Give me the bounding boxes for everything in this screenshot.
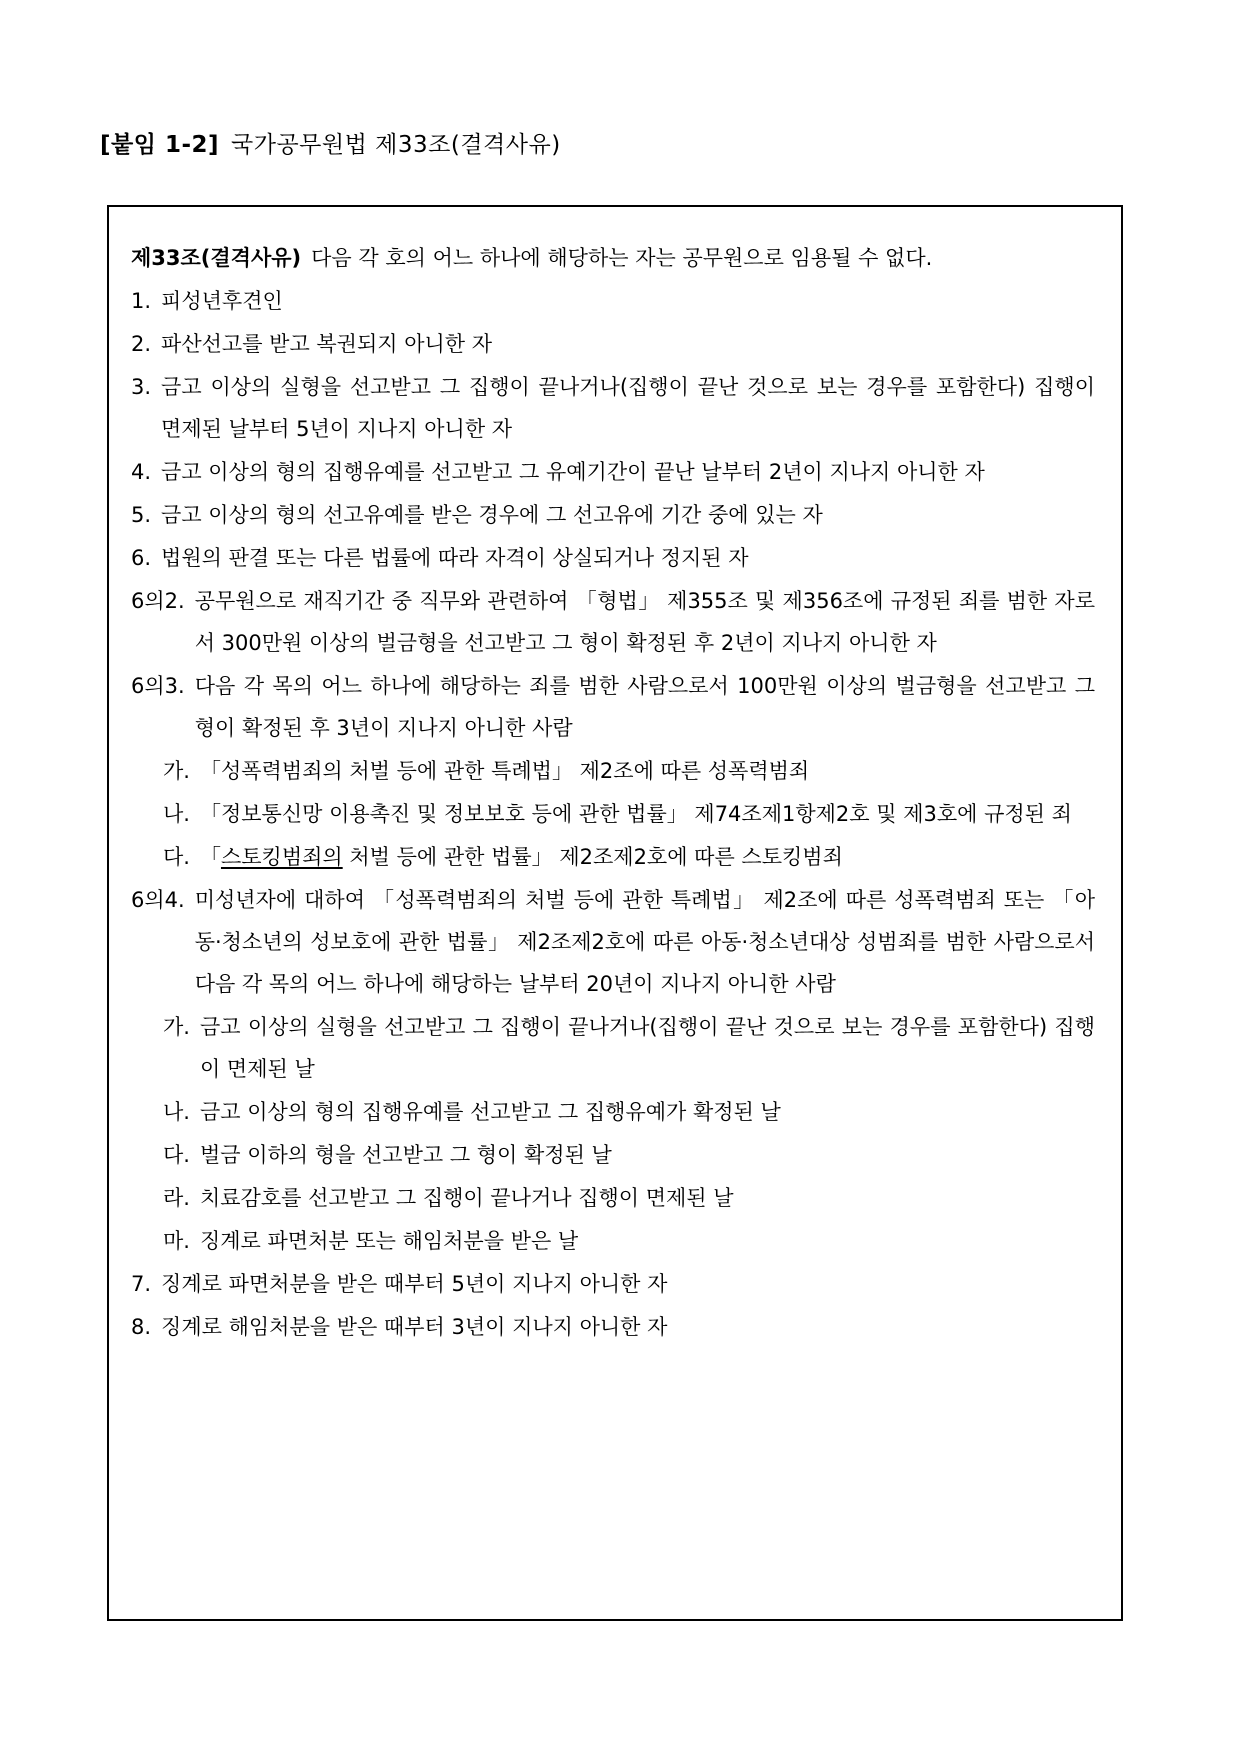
article-box [107,205,1123,1621]
item-marker: 마. [163,1229,190,1253]
article-number: 제33조(결격사유) [131,246,302,270]
item-text: 징계로 파면처분을 받은 때부터 5년이 지나지 아니한 자 [161,1272,668,1296]
item-marker: 다. [163,845,190,869]
item-text: 미성년자에 대하여 「성폭력범죄의 처벌 등에 관한 특례법」 제2조에 따른 성폭력범죄 또는 「아동·청소년의 성보호에 관한 법률」 제2조제2호에 따른 아동·청소년대상 성범죄를 범한 사람으로서 다음 각 목의 어느 하나에 해당하는 날부터 20년이 지나지 아니한 사람 [194,888,1095,996]
attachment-label: [붙임 1-2] [100,132,220,158]
item-text: 금고 이상의 형의 집행유예를 선고받고 그 유예기간이 끝난 날부터 2년이 지나지 아니한 자 [161,460,985,484]
item-marker: 가. [163,1015,190,1039]
item-marker: 8. [131,1315,152,1339]
item-text: 법원의 판결 또는 다른 법률에 따라 자격이 상실되거나 정지된 자 [161,546,749,570]
item-text: 「성폭력범죄의 처벌 등에 관한 특례법」 제2조에 따른 성폭력범죄 [199,759,810,783]
article-clause-text: 다음 각 호의 어느 하나에 해당하는 자는 공무원으로 임용될 수 없다. [311,246,933,270]
page-title: 국가공무원법 제33조(결격사유) [231,132,561,158]
list-item [131,366,1095,450]
list-item [131,1306,1095,1348]
item-text: 「정보통신망 이용촉진 및 정보보호 등에 관한 법률」 제74조제1항제2호 및 제3호에 규정된 죄 [199,802,1072,826]
item-text: 징계로 파면처분 또는 해임처분을 받은 날 [199,1229,579,1253]
list-item [131,879,1095,1005]
item-text-part: 처벌 등에 관한 법률」 제2조제2호에 따른 스토킹범죄 [342,845,843,869]
list-item [131,323,1095,365]
item-marker: 5. [131,503,152,527]
item-marker: 나. [163,1100,190,1124]
document-header [100,126,561,159]
item-text: 징계로 해임처분을 받은 때부터 3년이 지나지 아니한 자 [161,1315,668,1339]
list-item [131,494,1095,536]
item-marker: 라. [163,1186,190,1210]
list-item [131,665,1095,749]
item-marker: 2. [131,332,152,356]
list-item [131,451,1095,493]
item-marker: 6의3. [131,674,185,698]
sub-list-item [163,1177,1095,1219]
sub-list-item [163,1134,1095,1176]
item-marker: 가. [163,759,190,783]
item-marker: 6의4. [131,888,185,912]
list-item [131,580,1095,664]
article-clause [131,237,1095,279]
sub-list-item [163,1091,1095,1133]
list-item [131,537,1095,579]
item-text: 벌금 이하의 형을 선고받고 그 형이 확정된 날 [199,1143,612,1167]
sub-list-item [163,1220,1095,1262]
item-text: 금고 이상의 실형을 선고받고 그 집행이 끝나거나(집행이 끝난 것으로 보는 경우를 포함한다) 집행이 면제된 날부터 5년이 지나지 아니한 자 [161,375,1095,441]
item-marker: 나. [163,802,190,826]
underlined-text: 스토킹범죄의 [220,845,343,869]
sub-list-item [163,793,1095,835]
list-item [131,1263,1095,1305]
item-text [200,836,1095,878]
item-text: 피성년후견인 [161,289,283,313]
item-text: 공무원으로 재직기간 중 직무와 관련하여 「형법」 제355조 및 제356조에 규정된 죄를 범한 자로서 300만원 이상의 벌금형을 선고받고 그 형이 확정된 후 2년이 지나지 아니한 자 [194,589,1095,655]
item-marker: 6. [131,546,152,570]
item-text-part: 「 [199,845,221,869]
item-text: 다음 각 목의 어느 하나에 해당하는 죄를 범한 사람으로서 100만원 이상의 벌금형을 선고받고 그 형이 확정된 후 3년이 지나지 아니한 사람 [194,674,1095,740]
item-text: 금고 이상의 실형을 선고받고 그 집행이 끝나거나(집행이 끝난 것으로 보는 경우를 포함한다) 집행이 면제된 날 [199,1015,1095,1081]
item-marker: 7. [131,1272,152,1296]
item-marker: 3. [131,375,152,399]
item-text: 치료감호를 선고받고 그 집행이 끝나거나 집행이 면제된 날 [199,1186,734,1210]
sub-list-item [163,1006,1095,1090]
list-item [131,280,1095,322]
item-marker: 4. [131,460,152,484]
item-text: 파산선고를 받고 복권되지 아니한 자 [161,332,493,356]
sub-list-item [163,836,1095,878]
item-marker: 1. [131,289,152,313]
sub-list-item [163,750,1095,792]
item-text: 금고 이상의 형의 선고유예를 받은 경우에 그 선고유에 기간 중에 있는 자 [161,503,823,527]
item-text: 금고 이상의 형의 집행유예를 선고받고 그 집행유예가 확정된 날 [199,1100,781,1124]
item-marker: 다. [163,1143,190,1167]
item-marker: 6의2. [131,589,185,613]
